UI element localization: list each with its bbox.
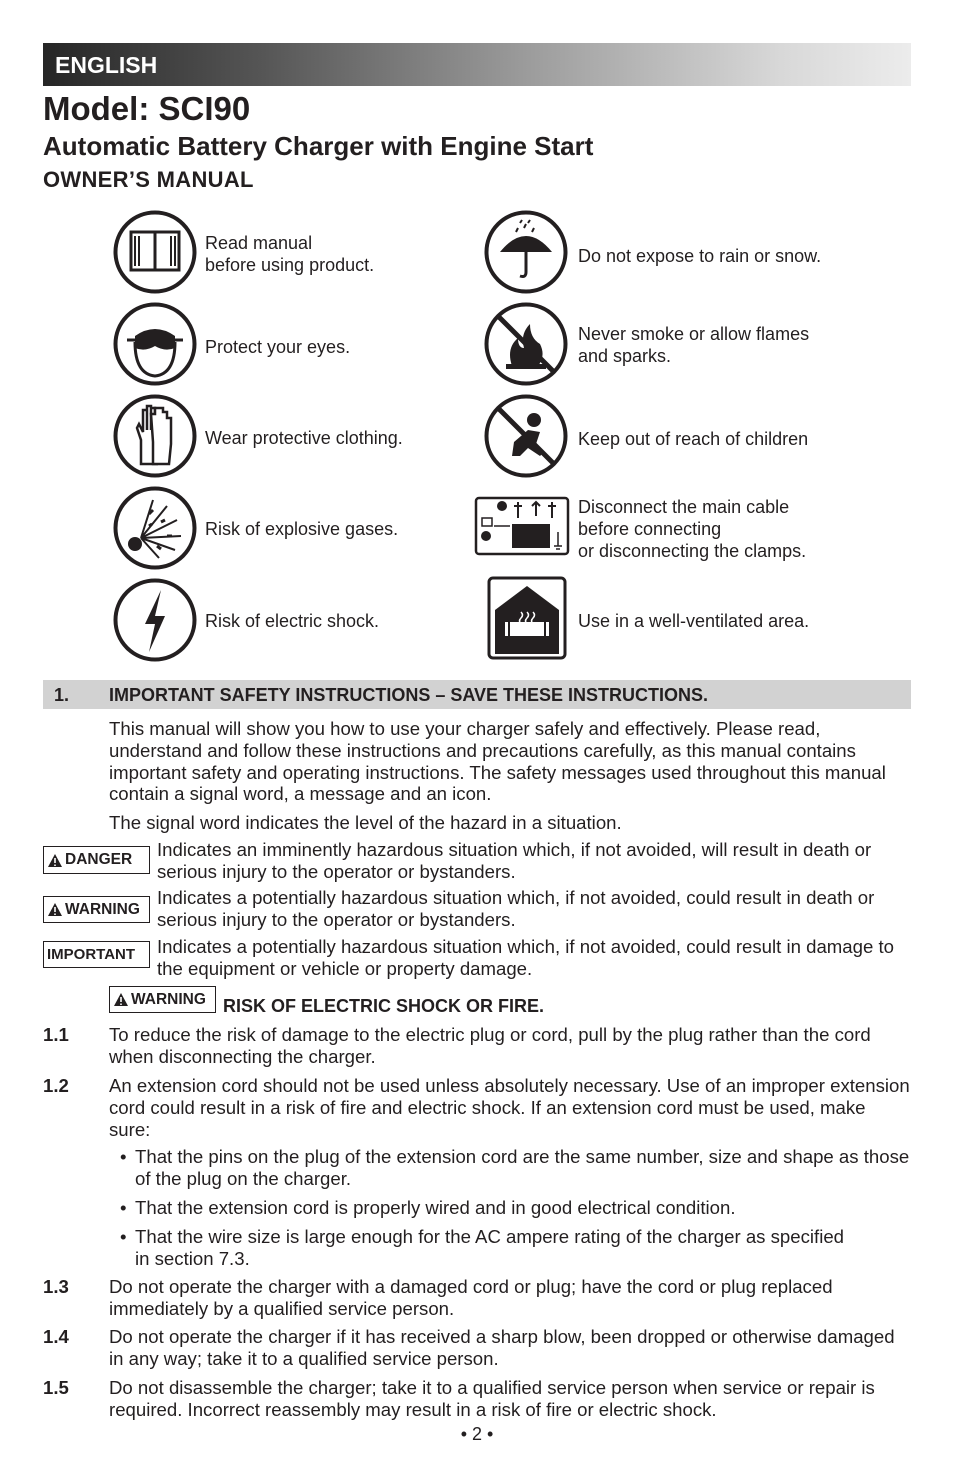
no-children-icon (484, 394, 568, 478)
bullet-marker: • (120, 1146, 127, 1167)
important-text: Indicates a potentially hazardous situation which, if not avoided, could result in damage to the equipment or vehicle or property damage. (157, 936, 894, 979)
danger-label: DANGER (65, 851, 133, 868)
book-icon (113, 210, 197, 294)
symbol-text: Protect your eyes. (205, 337, 351, 357)
shock-warning-badge (109, 986, 216, 1013)
product-subtitle: Automatic Battery Charger with Engine Start (43, 131, 594, 161)
explosion-icon (113, 486, 197, 570)
important-label: IMPORTANT (47, 946, 136, 963)
page-number: • 2 • (460, 1424, 494, 1444)
symbol-text: Wear protective clothing. (205, 428, 403, 448)
important-badge (43, 941, 150, 968)
bullet-marker: • (120, 1197, 127, 1218)
item-text: Do not disassemble the charger; take it to a qualified service person when service or repair is required. Incorrect reassembly may result in a risk of fire or electric shock. (109, 1377, 875, 1420)
section-header (43, 680, 911, 709)
danger-badge (43, 846, 150, 874)
bullet-text: That the extension cord is properly wired and in good electrical condition. (135, 1197, 736, 1218)
item-number: 1.4 (43, 1326, 69, 1347)
section-number: 1. (54, 685, 70, 705)
gloves-icon (113, 394, 197, 478)
section-title: IMPORTANT SAFETY INSTRUCTIONS – SAVE THESE INSTRUCTIONS. (109, 685, 709, 705)
bullet-text: That the wire size is large enough for the AC ampere rating of the charger as specified in section 7.3. (135, 1226, 845, 1269)
symbol-text: Keep out of reach of children (578, 429, 809, 449)
warning-label: WARNING (65, 900, 140, 918)
language-bar (43, 43, 911, 86)
item-number: 1.2 (43, 1075, 69, 1096)
warning-text: Indicates a potentially hazardous situation which, if not avoided, could result in death or serious injury to the operator or bystanders. (157, 887, 875, 930)
symbol-text: Risk of explosive gases. (205, 519, 399, 539)
goggles-icon (113, 302, 197, 386)
model-title: Model: SCI90 (43, 90, 251, 127)
warning-triangle-icon (47, 853, 63, 868)
item-number: 1.1 (43, 1024, 69, 1045)
item-text: Do not operate the charger if it has received a sharp blow, been dropped or otherwise damaged in any way; take it to a qualified service person. (109, 1326, 895, 1369)
item-number: 1.5 (43, 1377, 69, 1398)
symbol-text: Read manual before using product. (205, 233, 375, 275)
no-flame-icon (484, 302, 568, 386)
symbol-text: Never smoke or allow flames and sparks. (578, 324, 810, 366)
symbol-text: Disconnect the main cable before connecting or disconnecting the clamps. (578, 497, 807, 561)
warning-heading: RISK OF ELECTRIC SHOCK OR FIRE. (223, 996, 545, 1016)
bullet-text: That the pins on the plug of the extension cord are the same number, size and shape as those of the plug on the charger. (135, 1146, 910, 1189)
item-number: 1.3 (43, 1276, 69, 1297)
bullet-marker: • (120, 1226, 127, 1247)
language-label: ENGLISH (55, 52, 158, 78)
symbol-text: Do not expose to rain or snow. (578, 246, 822, 266)
danger-text: Indicates an imminently hazardous situation which, if not avoided, will result in death or serious injury to the operator or bystanders. (157, 839, 872, 882)
signal-intro: The signal word indicates the level of the hazard in a situation. (109, 812, 622, 833)
intro-paragraph: This manual will show you how to use your charger safely and effectively. Please read, understand and follow these instructions and precautions carefully, as this manual contains important safety and operating instructions. The safety messages used throughout this manual contain a signal word, a message and an icon. (109, 718, 886, 805)
warning-triangle-icon (113, 992, 129, 1007)
item-text: Do not operate the charger with a damaged cord or plug; have the cord or plug replaced immediately by a qualified service person. (109, 1276, 833, 1319)
shock-warning-label: WARNING (131, 990, 206, 1008)
item-text: To reduce the risk of damage to the electric plug or cord, pull by the plug rather than the cord when disconnecting the charger. (109, 1024, 871, 1067)
manual-label: OWNER’S MANUAL (43, 167, 254, 192)
symbol-text: Risk of electric shock. (205, 611, 380, 631)
ventilated-area-icon (487, 576, 567, 660)
warning-triangle-icon (47, 902, 63, 917)
disconnect-cable-icon (474, 496, 570, 556)
umbrella-rain-icon (484, 210, 568, 294)
lightning-icon (113, 578, 197, 662)
warning-badge (43, 896, 150, 923)
item-text: An extension cord should not be used unless absolutely necessary. Use of an improper extension cord could result in a risk of fire and electric shock. If an extension cord must be used, make sure: (109, 1075, 910, 1140)
symbol-text: Use in a well-ventilated area. (578, 611, 810, 631)
